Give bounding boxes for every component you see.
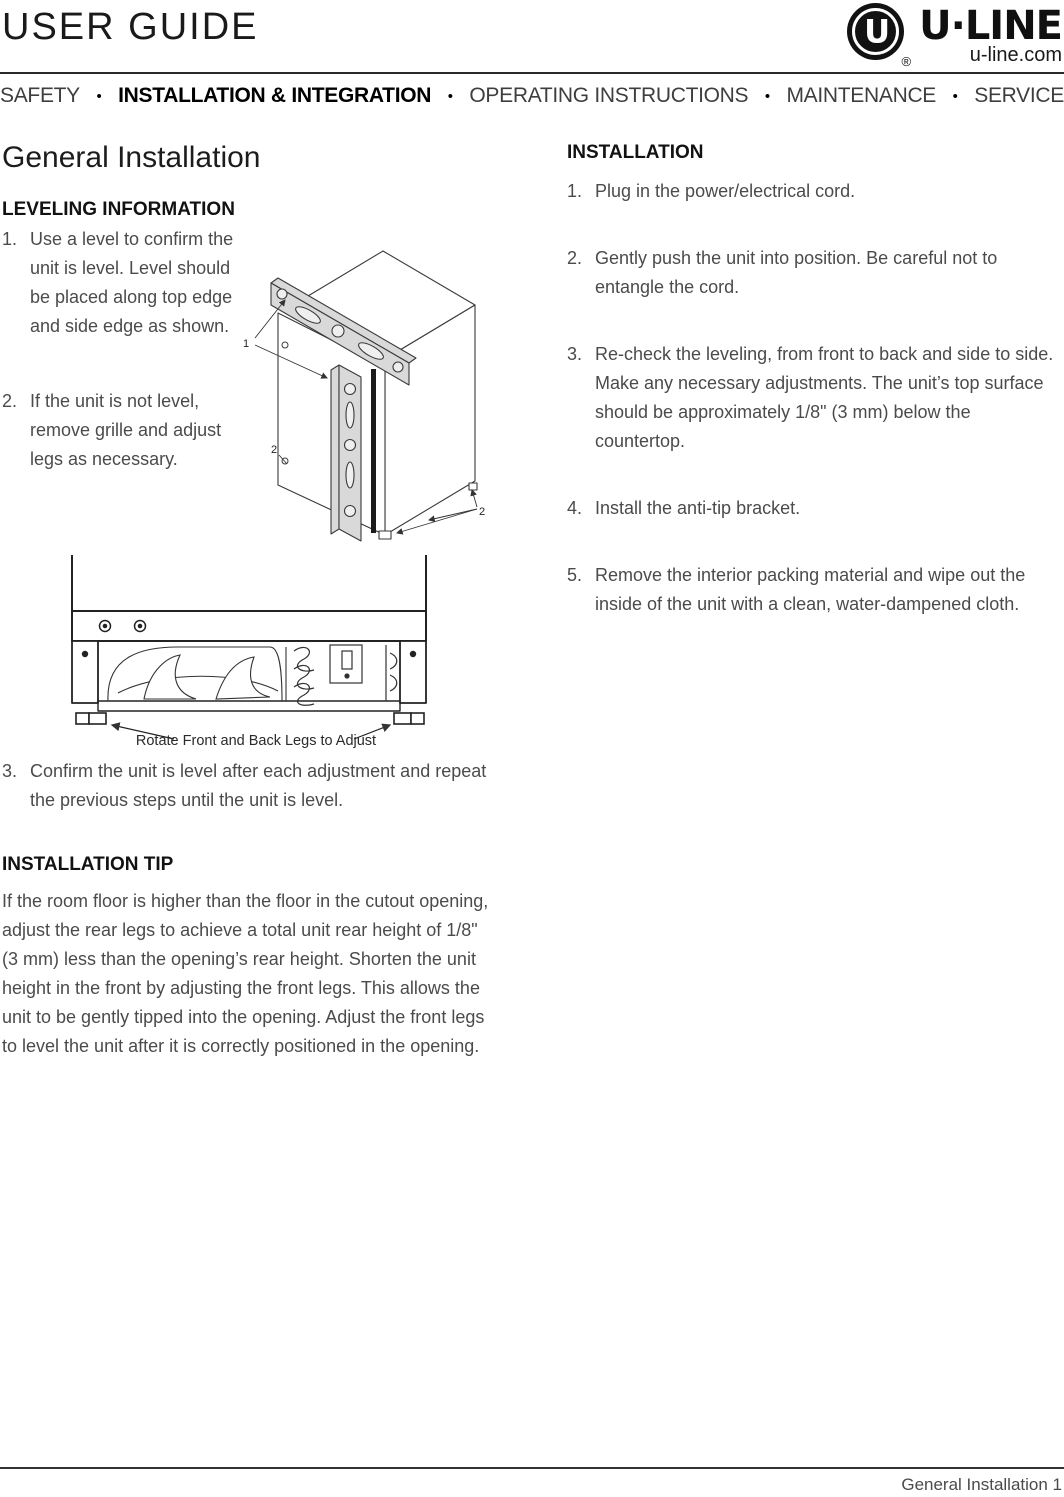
- step-text: Re-check the leveling, from front to back and side to side. Make any necessary adjustments. The unit’s top surface should be approximately 1/8" (3 mm) below the countertop.: [595, 344, 1054, 451]
- nav-item-safety: SAFETY: [0, 84, 80, 107]
- vertical-level: [331, 365, 361, 541]
- section-breadcrumb: [0, 84, 1064, 108]
- leveling-information-heading: LEVELING INFORMATION: [2, 199, 235, 220]
- page-title: General Installation: [2, 141, 261, 174]
- installation-step-3: [567, 340, 1062, 456]
- diagram-caption: Rotate Front and Back Legs to Adjust: [135, 733, 377, 749]
- unit-cabinet: [278, 251, 477, 539]
- front-leg: [76, 713, 424, 724]
- left-column: [2, 130, 532, 1061]
- adjust-legs-diagram: [60, 555, 440, 751]
- installation-step-4: [567, 494, 1062, 523]
- logo-text: [919, 3, 1062, 65]
- installation-tip-heading: INSTALLATION TIP: [2, 854, 174, 875]
- step-number: 2.: [567, 248, 583, 268]
- step-text: Confirm the unit is level after each adjustment and repeat the previous steps until the unit is level.: [30, 761, 487, 810]
- footer-page-label: General Installation 1: [901, 1475, 1062, 1494]
- step-number: 1.: [567, 181, 583, 201]
- nav-bullet: •: [447, 87, 453, 105]
- step-text: If the unit is not level, remove grille and adjust legs as necessary.: [30, 391, 222, 469]
- step-number: 3.: [2, 761, 18, 781]
- step-text: Remove the interior packing material and wipe out the inside of the unit with a clean, water-dampened cloth.: [595, 565, 1026, 614]
- legs-callout-label: 2: [479, 506, 486, 518]
- uline-logo-mark-icon: [847, 3, 912, 69]
- step-text: Plug in the power/electrical cord.: [595, 181, 856, 201]
- front-edge-trim: [371, 369, 376, 533]
- leveling-step-3: [2, 757, 507, 815]
- step-text: Gently push the unit into position. Be careful not to entangle the cord.: [595, 248, 998, 297]
- nav-item-service: SERVICE: [974, 84, 1064, 107]
- header-divider: [0, 72, 1064, 74]
- step-text: Install the anti-tip bracket.: [595, 498, 801, 518]
- installation-step-1: [567, 177, 1062, 206]
- logo-monogram: U: [864, 12, 891, 51]
- brand-wordmark: U·LINE: [919, 3, 1062, 49]
- nav-bullet: •: [764, 87, 770, 105]
- uline-logo: [847, 3, 1062, 69]
- nav-item-operating-instructions: OPERATING INSTRUCTIONS: [469, 84, 749, 107]
- leveling-steps: [2, 225, 532, 537]
- right-column: [567, 130, 1062, 619]
- registered-trademark-symbol: ®: [901, 54, 912, 69]
- step-number: 5.: [567, 565, 583, 585]
- brand-website: u-line.com: [969, 44, 1062, 66]
- step-number: 4.: [567, 498, 583, 518]
- installation-step-2: [567, 244, 1062, 302]
- leveling-diagram-isometric: [233, 243, 509, 535]
- step-number: 3.: [567, 344, 583, 364]
- step-number: 1.: [2, 229, 18, 249]
- document-title: USER GUIDE: [2, 6, 259, 48]
- installation-tip-body: If the room floor is higher than the floor in the cutout opening, adjust the rear legs to achieve a total unit rear height of 1/8" (3 mm) less than the opening’s rear height. Shorten the unit height in the front by adjusting the front legs. This allows the unit to be gently tipped into the opening. Adjust the front legs to level the unit after it is correctly positioned in the opening.: [2, 891, 489, 1056]
- electrical-box: [330, 645, 362, 683]
- door-hole: [282, 342, 288, 348]
- nav-item-maintenance: MAINTENANCE: [786, 84, 937, 107]
- step-text: Use a level to confirm the unit is level. Level should be placed along top edge and side edge as shown.: [30, 229, 234, 336]
- level-callout-label: 1: [243, 338, 250, 350]
- nav-item-installation-integration: INSTALLATION & INTEGRATION: [118, 84, 432, 107]
- nav-bullet: •: [952, 87, 958, 105]
- footer-divider: [0, 1467, 1064, 1469]
- fan-shroud: [108, 647, 286, 701]
- step-number: 2.: [2, 391, 18, 411]
- legs-callout-label: 2: [271, 444, 278, 456]
- installation-step-5: [567, 561, 1062, 619]
- nav-bullet: •: [96, 87, 102, 105]
- installation-heading: INSTALLATION: [567, 142, 704, 163]
